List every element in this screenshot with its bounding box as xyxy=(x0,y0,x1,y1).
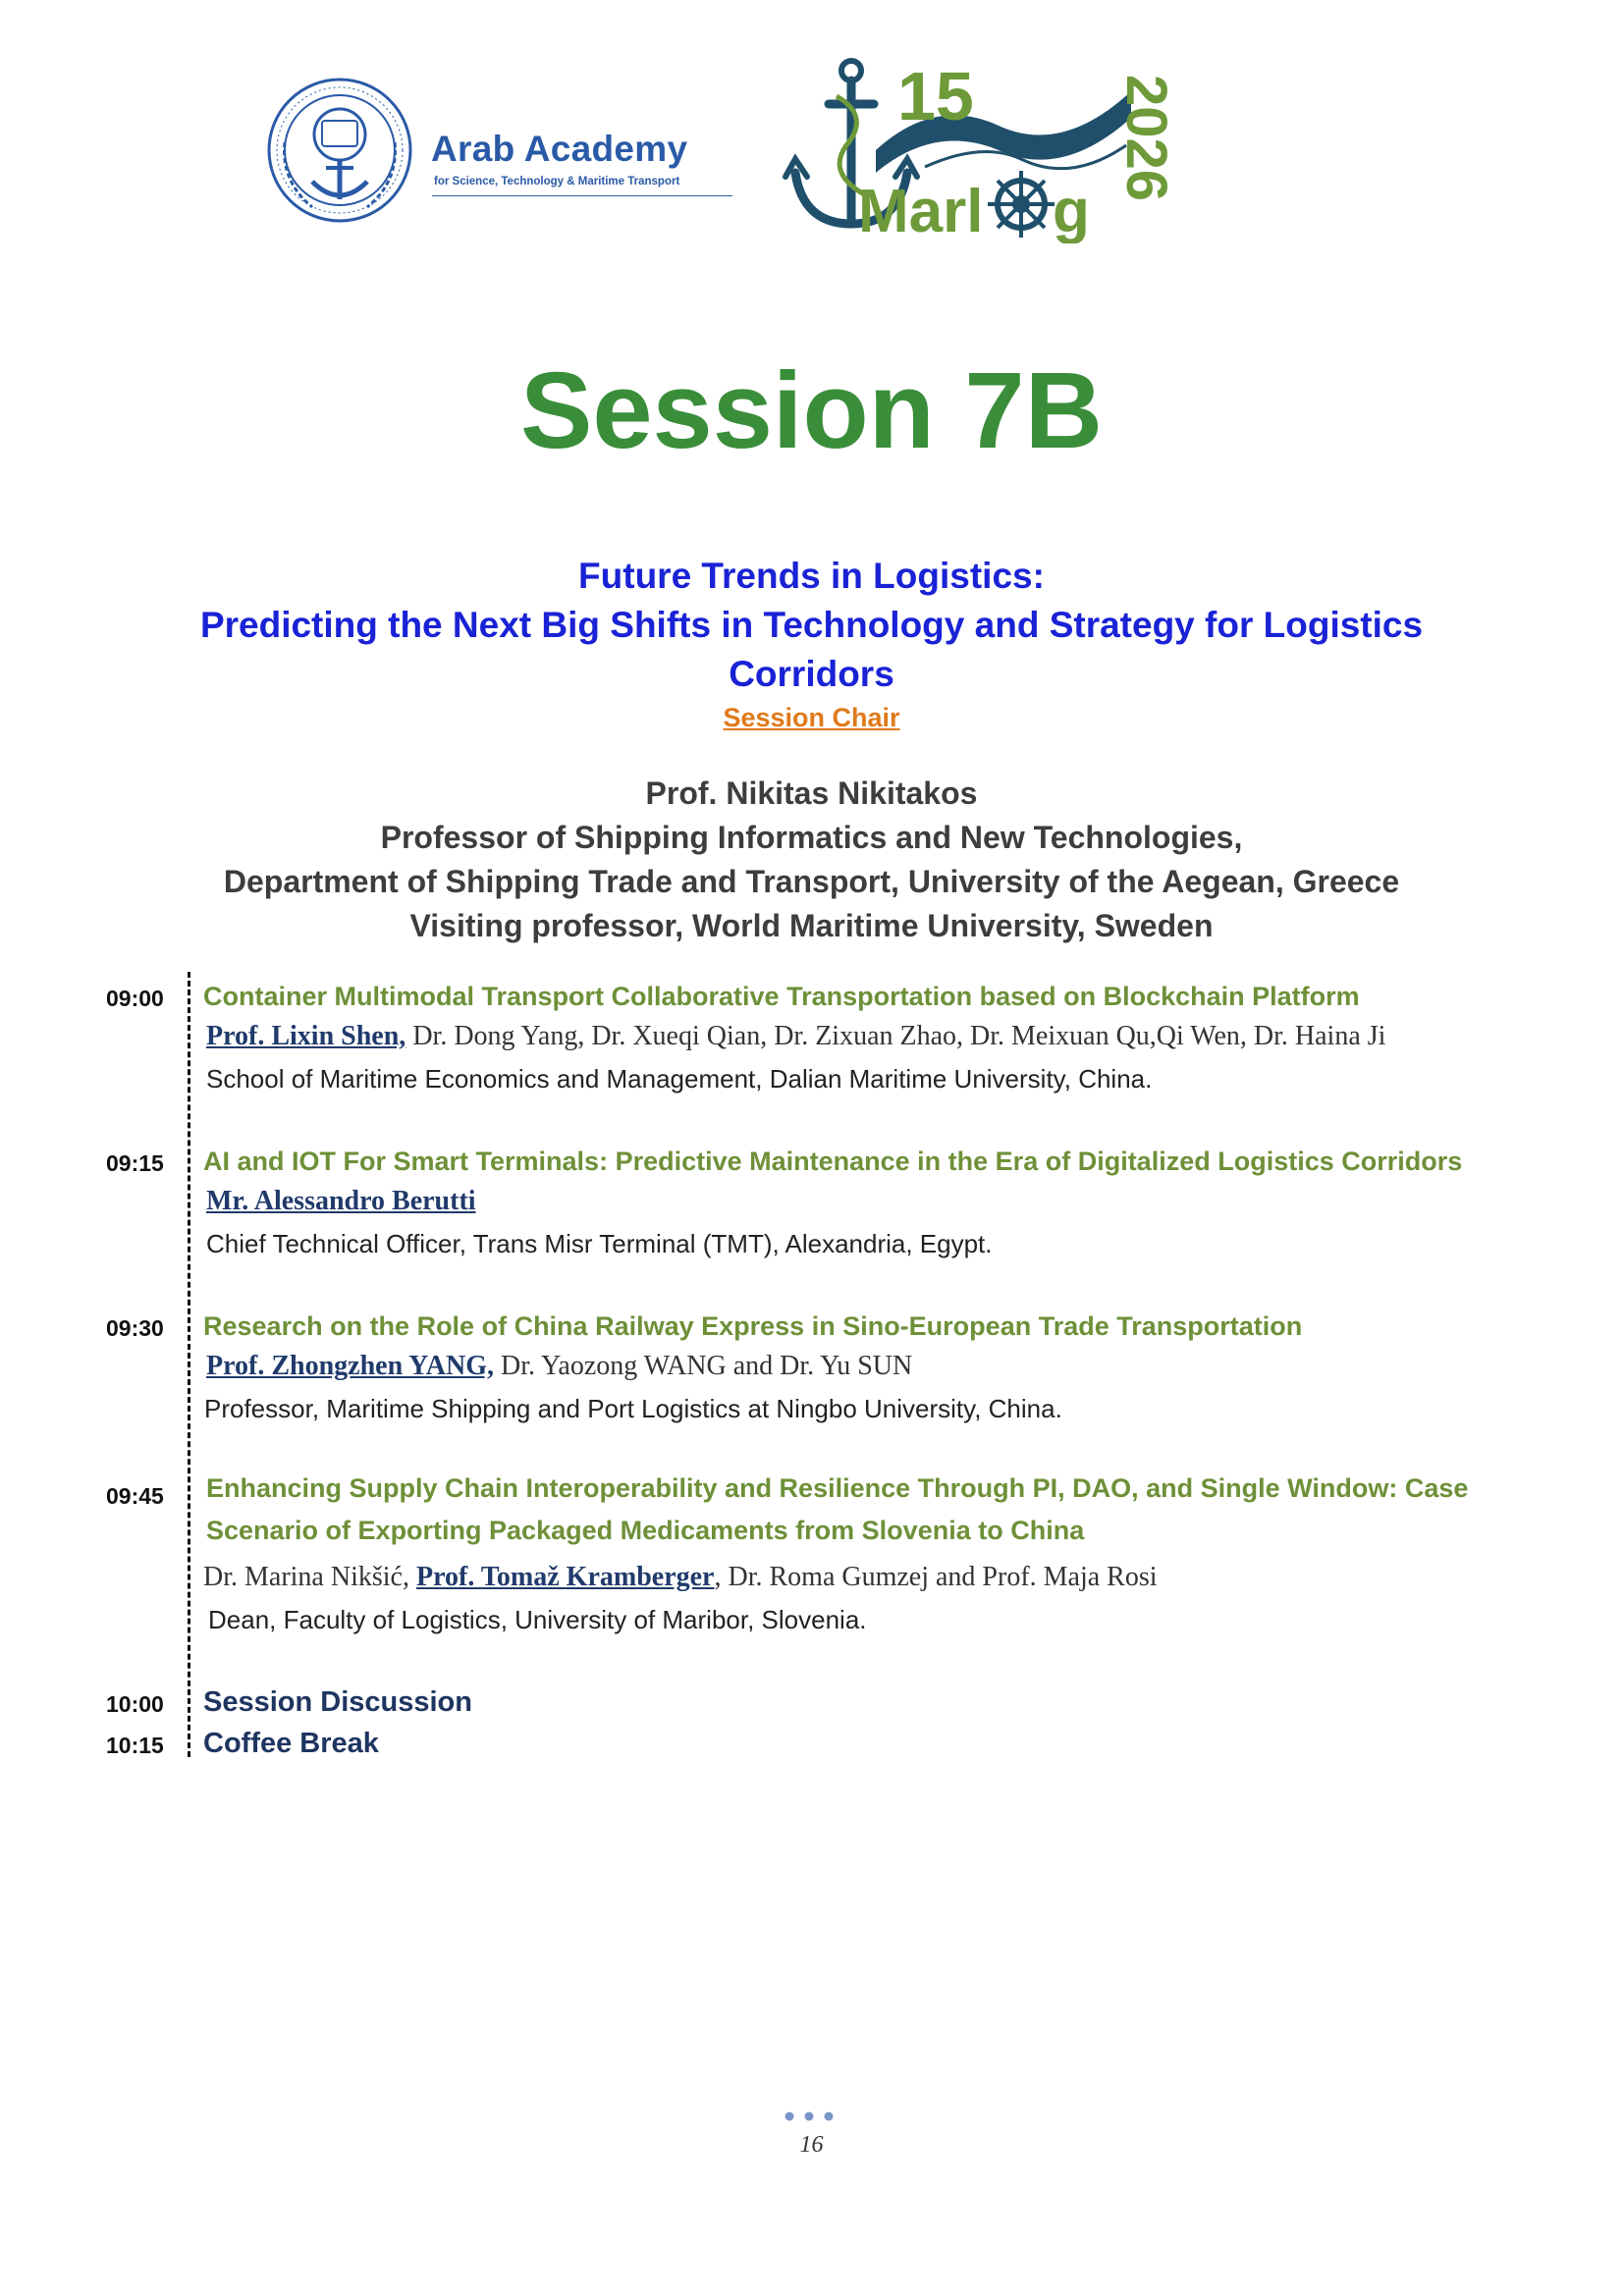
aast-seal-icon xyxy=(263,74,422,226)
session-chair-heading: Session Chair xyxy=(723,703,900,732)
ship-wheel-icon xyxy=(988,171,1055,238)
schedule-timeline xyxy=(188,972,190,1757)
talk-time: 09:45 xyxy=(106,1483,164,1509)
presenter-name: Prof. Lixin Shen, xyxy=(206,1021,406,1051)
page-number: 16 xyxy=(799,2132,824,2158)
session-discussion: Session Discussion xyxy=(203,1686,472,1718)
talk-authors xyxy=(206,1186,476,1217)
aast-name: Arab Academy xyxy=(431,129,688,169)
chair-visiting: Visiting professor, World Maritime University, Sweden xyxy=(409,908,1214,943)
talk-title: Enhancing Supply Chain Interoperability and Resilience Through PI, DAO, and Single Window: Case xyxy=(206,1473,1469,1503)
talk-affiliation: Chief Technical Officer, Trans Misr Terminal (TMT), Alexandria, Egypt. xyxy=(206,1229,993,1258)
chair-title: Professor of Shipping Informatics and New Technologies, xyxy=(380,820,1243,855)
presenter-name: Prof. Tomaž Kramberger xyxy=(415,1562,715,1592)
aast-divider xyxy=(432,195,732,196)
coffee-break: Coffee Break xyxy=(203,1728,379,1759)
marlog-number: 15 xyxy=(897,58,974,134)
talk-affiliation: School of Maritime Economics and Management, Dalian Maritime University, China. xyxy=(206,1064,1153,1094)
talk-title: AI and IOT For Smart Terminals: Predictive Maintenance in the Era of Digitalized Logistics Corridors xyxy=(203,1147,1463,1176)
topic-line: Future Trends in Logistics: xyxy=(578,556,1045,596)
page-dots-icon xyxy=(782,2110,840,2122)
talk-title: Research on the Role of China Railway Express in Sino-European Trade Transportation xyxy=(203,1311,1303,1341)
marlog-name-right: g xyxy=(1053,178,1090,243)
talk-affiliation: Dean, Faculty of Logistics, University of Maribor, Slovenia. xyxy=(208,1605,867,1634)
session-chair-label xyxy=(0,703,1623,733)
coauthors: Dr. Yaozong WANG and Dr. Yu SUN xyxy=(494,1351,913,1381)
talk-time: 09:30 xyxy=(106,1315,164,1341)
talk-title: Container Multimodal Transport Collaborative Transportation based on Blockchain Platform xyxy=(203,982,1360,1011)
talk-authors xyxy=(206,1351,912,1382)
session-topic xyxy=(0,552,1623,699)
first-author: Dr. Marina Nikšić, xyxy=(203,1562,416,1592)
session-title: Session 7B xyxy=(519,350,1104,471)
talk-title: Scenario of Exporting Packaged Medicaments from Slovenia to China xyxy=(206,1516,1085,1545)
aast-subtitle: for Science, Technology & Maritime Transport xyxy=(434,176,680,187)
coauthors: , Dr. Roma Gumzej and Prof. Maja Rosi xyxy=(714,1562,1158,1592)
aast-logo xyxy=(263,74,734,226)
session-chair-details xyxy=(0,772,1623,948)
coauthors: Dr. Dong Yang, Dr. Xueqi Qian, Dr. Zixuan Zhao, Dr. Meixuan Qu,Qi Wen, Dr. Haina Ji xyxy=(406,1021,1386,1051)
chair-name: Prof. Nikitas Nikitakos xyxy=(645,775,978,811)
talk-time: 09:00 xyxy=(106,986,164,1011)
talk-authors xyxy=(206,1021,1385,1052)
talk-time: 09:15 xyxy=(106,1150,164,1176)
talk-authors xyxy=(203,1562,1158,1593)
talk-affiliation: Professor, Maritime Shipping and Port Logistics at Ningbo University, China. xyxy=(204,1394,1062,1423)
marlog-year: 2026 xyxy=(1114,75,1178,202)
closing-time: 10:15 xyxy=(106,1733,164,1758)
marlog-name-left: Marl xyxy=(858,178,984,243)
presenter-name: Prof. Zhongzhen YANG, xyxy=(206,1351,495,1381)
closing-time: 10:00 xyxy=(106,1691,164,1717)
chair-department: Department of Shipping Trade and Transport, University of the Aegean, Greece xyxy=(223,864,1400,899)
presenter-name: Mr. Alessandro Berutti xyxy=(206,1186,476,1216)
topic-line: Corridors xyxy=(729,654,894,694)
topic-line: Predicting the Next Big Shifts in Technology and Strategy for Logistics xyxy=(199,605,1424,645)
marlog-logo xyxy=(778,57,1190,243)
